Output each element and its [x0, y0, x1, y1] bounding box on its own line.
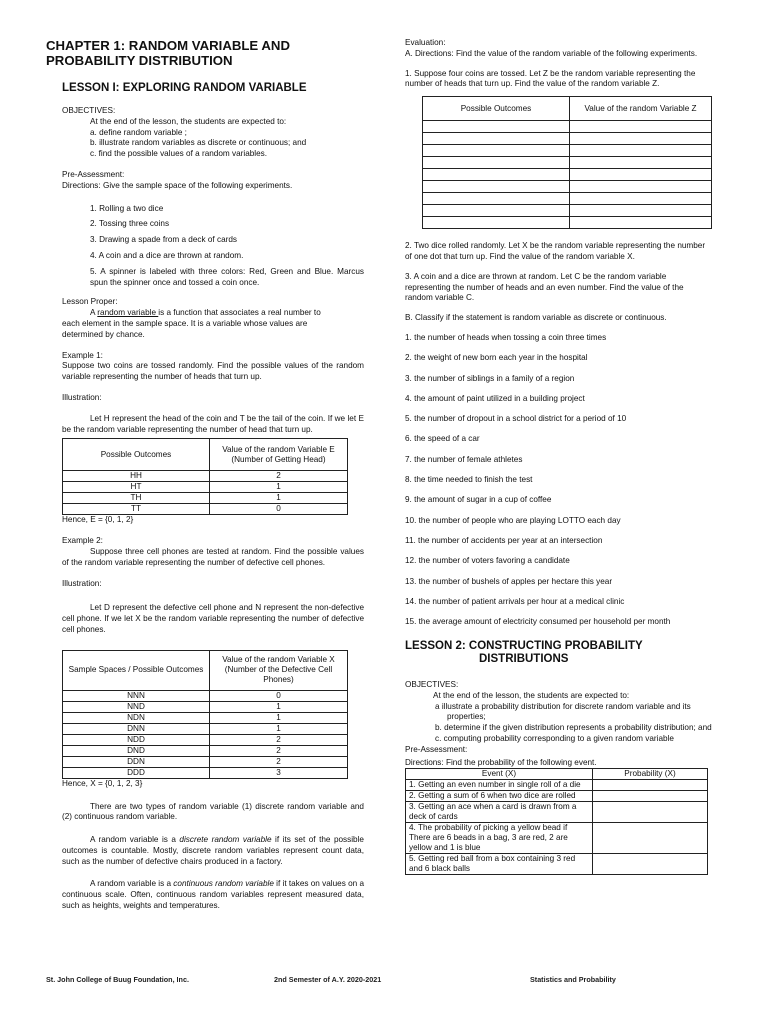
evaluation-q2: 2. Two dice rolled randomly. Let X be the random variable representing the number of one dot that turn up. Find the value of the random variable X.	[405, 241, 706, 261]
random-variable-definition: A random variable is a function that associates a real number to each element in the sample space. It is a variable whose values are determined by chance.	[62, 308, 321, 339]
lesson2-objective-item: a illustrate a probability distribution for discrete random variable and its properties;	[435, 701, 691, 722]
table-header: Value of the random Variable Z	[570, 97, 712, 121]
list-item: 2. the weight of new born each year in the hospital	[405, 353, 588, 363]
list-item: 6. the speed of a car	[405, 434, 480, 444]
hence-x: Hence, X = {0, 1, 2, 3}	[62, 778, 143, 788]
list-item: 3. the number of siblings in a family of a region	[405, 373, 575, 383]
evaluation-heading: Evaluation:	[405, 38, 446, 47]
lesson1-title: LESSON I: EXPLORING RANDOM VARIABLE	[62, 82, 307, 94]
example2-text: Suppose three cell phones are tested at random. Find the possible values of the random variable representing the number of defective cell phones.	[62, 546, 364, 567]
table-header: Possible Outcomes	[423, 97, 570, 121]
table-row: 1. Getting an even number in single roll of a die	[406, 780, 708, 791]
table-header: Value of the random Variable X (Number of the Defective Cell Phones)	[210, 650, 348, 690]
classify-directions: B. Classify if the statement is random variable as discrete or continuous.	[405, 313, 667, 323]
outcomes-table-z	[422, 96, 712, 229]
hence-e: Hence, E = {0, 1, 2}	[62, 515, 134, 525]
table-header: Value of the random Variable E (Number of Getting Head)	[210, 439, 348, 471]
objective-item: c. find the possible values of a random variables.	[90, 149, 268, 159]
table-row	[423, 121, 712, 133]
table-row	[423, 145, 712, 157]
evaluation-q1: 1. Suppose four coins are tossed. Let Z be the random variable representing the number of heads that turn up. Find the value of the random variable Z.	[405, 68, 696, 89]
list-item: 11. the number of accidents per year at an intersection	[405, 535, 603, 545]
table-row: TH 1	[63, 493, 348, 504]
table-row	[423, 133, 712, 145]
experiment-item: 1. Rolling a two dice	[90, 203, 164, 213]
lesson-proper-heading: Lesson Proper:	[62, 297, 118, 307]
table-row: TT 0	[63, 504, 348, 515]
experiment-item: 3. Drawing a spade from a deck of cards	[90, 235, 237, 245]
probability-table	[405, 768, 708, 875]
list-item: 4. the amount of paint utilized in a building project	[405, 393, 585, 403]
chapter-title-line1: CHAPTER 1: RANDOM VARIABLE AND	[46, 38, 290, 53]
table-row: NNN 0	[63, 690, 348, 701]
objective-item: b. illustrate random variables as discrete or continuous; and	[90, 138, 307, 148]
lesson2-objectives-intro: At the end of the lesson, the students are expected to:	[433, 690, 630, 700]
table-row: DDN 2	[63, 756, 348, 767]
experiment-list	[90, 204, 364, 289]
illustration-heading: Illustration:	[62, 392, 102, 402]
preassessment-heading: Pre-Assessment:	[62, 169, 125, 179]
discrete-definition: A random variable is a discrete random variable if its set of the possible outcomes is countable. Mostly, discrete random variables represent count data, such as the number of defective chairs produced in a factory.	[62, 835, 364, 866]
table-row	[423, 217, 712, 229]
experiment-item: 4. A coin and a dice are thrown at random.	[90, 250, 244, 260]
table-row: NND 1	[63, 701, 348, 712]
lesson2-title-line2: DISTRIBUTIONS	[479, 652, 569, 665]
table-row: HH 2	[63, 471, 348, 482]
list-item: 7. the number of female athletes	[405, 454, 523, 464]
table-row: 4. The probability of picking a yellow bead if There are 6 beads in a bag, 3 are red, 2 are yellow and 1 is blue	[406, 823, 708, 854]
table-header: Sample Spaces / Possible Outcomes	[63, 650, 210, 690]
example2-heading: Example 2:	[62, 536, 103, 546]
lesson2-preassessment-directions: Directions: Find the probability of the following event.	[405, 757, 597, 767]
list-item: 15. the average amount of electricity consumed per household per month	[405, 617, 671, 627]
lesson2-objectives-heading: OBJECTIVES:	[405, 679, 459, 689]
list-item: 13. the number of bushels of apples per hectare this year	[405, 576, 613, 586]
list-item: 8. the time needed to finish the test	[405, 475, 533, 485]
table-row	[423, 181, 712, 193]
classify-list	[405, 333, 712, 628]
continuous-definition: A random variable is a continuous random variable if it takes on values on a continuous scale. Often, continuous random variables represent measured data, such as heights, weights and temperatures.	[62, 879, 365, 911]
footer-school: St. John College of Buug Foundation, Inc.	[46, 975, 189, 984]
table-row: NDN 1	[63, 712, 348, 723]
list-item: 14. the number of patient arrivals per hour at a medical clinic	[405, 596, 625, 606]
table-row: 5. Getting red ball from a box containing 3 red and 6 black balls	[406, 854, 708, 875]
footer-subject: Statistics and Probability	[530, 975, 616, 984]
table-header: Possible Outcomes	[63, 439, 210, 471]
table-row	[423, 169, 712, 181]
list-item: 12. the number of voters favoring a candidate	[405, 556, 570, 566]
list-item: 9. the amount of sugar in a cup of coffee	[405, 495, 552, 505]
experiment-item: 2. Tossing three coins	[90, 219, 170, 229]
table-row	[423, 193, 712, 205]
left-column	[46, 38, 364, 912]
illustration2-text: Let D represent the defective cell phone and N represent the non-defective cell phone. If we let X be the random variable representing the number of defective cell phones.	[62, 603, 364, 634]
table-row: DND 2	[63, 745, 348, 756]
lesson2-title-line1: LESSON 2: CONSTRUCTING PROBABILITY	[405, 639, 643, 652]
example1-text: Suppose two coins are tossed randomly. Find the possible values of the random variable representing the number of heads that turn up.	[62, 361, 364, 382]
evaluation-q3: 3. A coin and a dice are thrown at random. Let C be the random variable representing the number of heads and an even number. Find the value of the random variable C.	[405, 271, 684, 303]
table-row: HT 1	[63, 482, 348, 493]
outcomes-table-e	[62, 438, 348, 515]
table-row: 3. Getting an ace when a card is drawn from a deck of cards	[406, 802, 708, 823]
objectives-heading: OBJECTIVES:	[62, 106, 116, 115]
chapter-title-line2: PROBABILITY DISTRIBUTION	[46, 53, 233, 68]
example1-heading: Example 1:	[62, 350, 103, 360]
evaluation-directions: A. Directions: Find the value of the random variable of the following experiments.	[405, 48, 698, 58]
table-row: DNN 1	[63, 723, 348, 734]
list-item: 5. the number of dropout in a school district for a period of 10	[405, 414, 627, 424]
list-item: 1. the number of heads when tossing a coin three times	[405, 332, 607, 342]
definition-term: random variable	[97, 308, 159, 318]
illustration1-text: Let H represent the head of the coin and T be the tail of the coin. If we let E be the random variable representing the number of head that turn up.	[62, 413, 364, 434]
discrete-term: discrete random variable	[179, 835, 272, 845]
table-header: Event (X)	[406, 769, 593, 780]
objectives-intro: At the end of the lesson, the students are expected to:	[90, 116, 287, 126]
continuous-term: continuous random variable	[173, 879, 274, 889]
right-column	[405, 38, 712, 875]
table-row	[423, 205, 712, 217]
lesson2-objective-item: c. computing probability corresponding to a given random variable	[435, 733, 674, 743]
footer-semester: 2nd Semester of A.Y. 2020-2021	[274, 975, 382, 984]
table-row	[423, 157, 712, 169]
types-text: There are two types of random variable (1) discrete random variable and (2) continuous random variable.	[62, 801, 364, 822]
illustration2-heading: Illustration:	[62, 578, 102, 588]
table-row: NDD 2	[63, 734, 348, 745]
objective-item: a. define random variable ;	[90, 127, 187, 137]
table-row: 2. Getting a sum of 6 when two dice are rolled	[406, 791, 708, 802]
experiment-item: 5. A spinner is labeled with three colors: Red, Green and Blue. Marcus spun the spinner once and tossed a coin once.	[90, 266, 364, 287]
table-header: Probability (X)	[593, 769, 708, 780]
list-item: 10. the number of people who are playing LOTTO each day	[405, 515, 621, 525]
lesson2-objective-item: b. determine if the given distribution represents a probability distribution; and	[435, 723, 712, 733]
table-row: DDD 3	[63, 767, 348, 778]
lesson2-preassessment-heading: Pre-Assessment:	[405, 744, 468, 754]
outcomes-table-x	[62, 650, 348, 779]
preassessment-directions: Directions: Give the sample space of the following experiments.	[62, 180, 293, 190]
